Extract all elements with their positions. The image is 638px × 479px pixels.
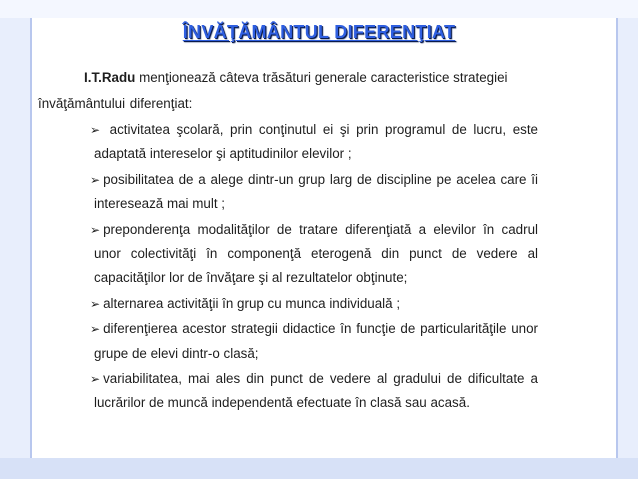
list-item [82, 168, 538, 217]
list-item [82, 218, 538, 291]
top-band [0, 0, 638, 18]
intro-text: menţionează câteva trăsături generale caracteristice strategiei [135, 70, 508, 85]
list-item-text: alternarea activităţii în grup cu munca individuală ; [103, 295, 401, 311]
arrowhead-bullet-icon: ➢ [90, 296, 101, 311]
list-item [82, 118, 538, 167]
list-item-text: activitatea şcolară, prin conţinutul ei şi prin programul de lucru, este adaptată intereselor şi aptitudinilor elevilor ; [94, 122, 538, 162]
list-item [82, 367, 538, 416]
list-item-text: preponderenţa modalităţilor de tratare diferenţiată a elevilor în cadrul unor colectivităţi în componenţă eterogenă din punct de vedere al capacităţilor lor de învăţare şi al rezultatelor obţinute; [94, 221, 538, 286]
arrowhead-bullet-icon: ➢ [90, 172, 101, 187]
list-item-text: posibilitatea de a alege dintr-un grup larg de discipline pe acelea care îi interesează mai mult ; [94, 171, 538, 212]
list-item [82, 317, 538, 366]
list-item-text: variabilitatea, mai ales din punct de vedere al gradului de dificultate a lucrărilor de muncă independentă efectuate în clasă sau acasă. [94, 371, 538, 411]
arrowhead-bullet-icon: ➢ [90, 123, 101, 137]
list-item-text: diferenţierea acestor strategii didactice în funcţie de particularităţile unor grupe de elevi dintr-o clasă; [94, 321, 538, 361]
arrowhead-bullet-icon: ➢ [90, 372, 101, 387]
intro-line-2: învăţământului diferenţiat: [38, 96, 193, 111]
list-item [82, 292, 538, 316]
bottom-band [0, 458, 638, 479]
intro-line-1 [84, 66, 584, 90]
slide-title: ÎNVĂŢĂMÂNTUL DIFERENŢIAT [182, 22, 456, 42]
arrowhead-bullet-icon: ➢ [90, 222, 101, 237]
author-name: I.T.Radu [84, 70, 136, 85]
arrowhead-bullet-icon: ➢ [90, 322, 101, 337]
feature-list [82, 118, 538, 417]
